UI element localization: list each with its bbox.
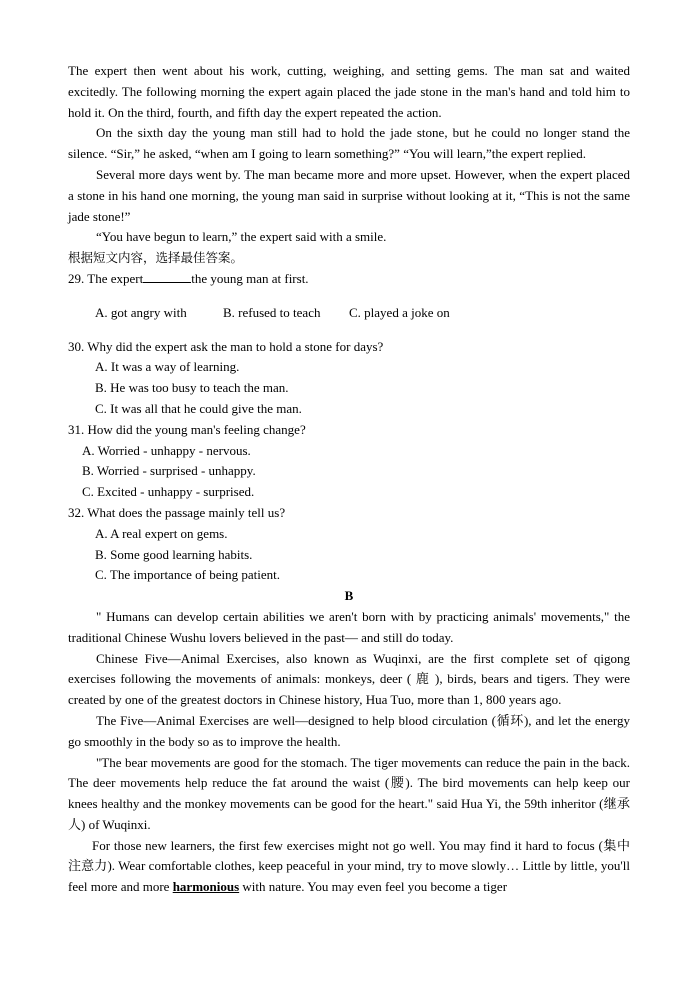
question-30: 30. Why did the expert ask the man to hold a stone for days? — [68, 338, 384, 354]
passage-b-paragraph-2: Chinese Five—Animal Exercises, also known as Wuqinxi, are the first complete set of qigong exercises following the movements of animals: monkeys, deer ( 鹿 ), birds, bears and tigers. They were created by one of the greatest doctors in Chinese history, Hua Tuo, more than 1, 800 years ago. — [68, 650, 630, 708]
story-paragraph-2: On the sixth day the young man still had to hold the jade stone, but he could no longer stand the silence. “Sir,” he asked, “when am I going to learn something?” “You will learn,”the expert replied. — [68, 125, 630, 162]
paragraph-5-text-a: For those new learners, the first few exercises might not go well. You may find it hard to focus (集中注意力). Wear comfortable clothes, keep peaceful in your mind, try to move slowly… Little by little, you'll feel more and more — [68, 837, 630, 895]
option-31-a: A. Worried - unhappy - nervous. — [82, 442, 251, 458]
story-paragraph-3: Several more days went by. The man became more and more upset. However, when the expert placed a stone in his hand one morning, the young man said in surprise without looking at it, “This is not the same jade stone!” — [68, 166, 630, 224]
option-32-b: B. Some good learning habits. — [95, 546, 253, 562]
option-29-c: C. played a joke on — [349, 304, 450, 320]
option-31-c: C. Excited - unhappy - surprised. — [82, 484, 255, 500]
section-heading-b: B — [344, 588, 354, 604]
passage-b-paragraph-3: The Five—Animal Exercises are well—designed to help blood circulation (循环), and let the energy go smoothly in the body so as to improve the health. — [68, 712, 630, 749]
story-paragraph-1: The expert then went about his work, cutting, weighing, and setting gems. The man sat and waited excitedly. The following morning the expert again placed the jade stone in the man's hand and told him to hold it. On the third, fourth, and fifth day the expert repeated the action. — [68, 63, 630, 120]
option-30-c: C. It was all that he could give the man. — [95, 400, 302, 416]
question-32: 32. What does the passage mainly tell us? — [68, 504, 286, 520]
option-31-b: B. Worried - surprised - unhappy. — [82, 463, 256, 479]
story-paragraph-4: “You have begun to learn,” the expert said with a smile. — [96, 229, 387, 245]
option-30-b: B. He was too busy to teach the man. — [95, 380, 289, 396]
option-32-c: C. The importance of being patient. — [95, 567, 280, 583]
paragraph-5-text-b: with nature. You may even feel you become a tiger — [239, 879, 508, 895]
document-page — [68, 61, 630, 898]
question-29-stem-b: the young man at first. — [191, 270, 309, 286]
option-29-a: A. got angry with — [95, 304, 187, 320]
passage-b-paragraph-5 — [68, 836, 630, 898]
passage-b-paragraph-1: " Humans can develop certain abilities we aren't born with by practicing animals' movements," the traditional Chinese Wushu lovers believed in the past— and still do today. — [68, 608, 630, 645]
question-31: 31. How did the young man's feeling change? — [68, 421, 306, 437]
question-29-stem-a: 29. The expert — [68, 270, 144, 286]
question-29-options — [68, 303, 630, 324]
option-30-a: A. It was a way of learning. — [95, 359, 240, 375]
question-29 — [68, 269, 630, 290]
passage-b-paragraph-4: "The bear movements are good for the stomach. The tiger movements can reduce the pain in the back. The deer movements help reduce the fat around the waist (腰). The bird movements can help keep our knees healthy and the monkey movements can be good for the heart." said Hua Yi, the 59th inheritor (继承人) of Wuqinxi. — [68, 754, 630, 832]
highlighted-word: harmonious — [172, 879, 240, 895]
option-29-b: B. refused to teach — [223, 304, 321, 320]
instruction-text: 根据短文内容，选择最佳答案。 — [68, 250, 244, 266]
option-32-a: A. A real expert on gems. — [95, 525, 228, 541]
answer-blank — [143, 270, 191, 283]
